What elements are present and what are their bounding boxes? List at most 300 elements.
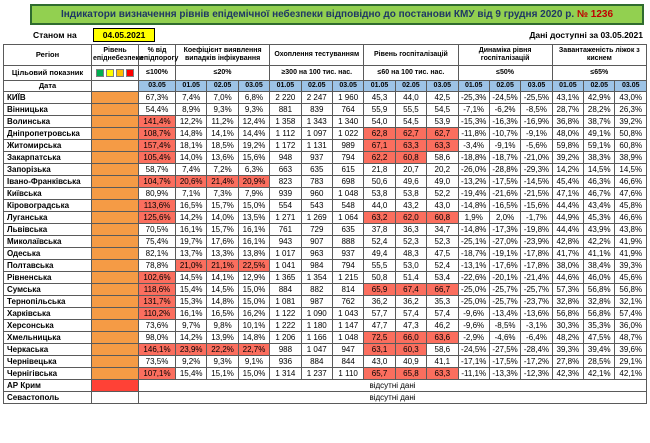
level-cell: [92, 320, 139, 332]
table-row: [4, 320, 647, 332]
value-cell: 62,8: [364, 128, 395, 140]
value-cell: 989: [332, 140, 363, 152]
level-cell: [92, 332, 139, 344]
value-cell: 7,9%: [238, 188, 269, 200]
value-cell: -9,1%: [489, 140, 520, 152]
value-cell: 22,2%: [207, 344, 238, 356]
value-cell: -27,0%: [489, 236, 520, 248]
value-cell: -17,8%: [521, 248, 552, 260]
value-cell: 48,2%: [552, 332, 583, 344]
value-cell: 52,3: [395, 236, 426, 248]
value-cell: 16,1%: [238, 224, 269, 236]
value-cell: -25,7%: [489, 284, 520, 296]
value-cell: -25,7%: [489, 296, 520, 308]
value-cell: 35,3: [427, 296, 458, 308]
table-row: [4, 128, 647, 140]
value-cell: 47,5%: [584, 332, 615, 344]
value-cell: 16,5%: [176, 200, 207, 212]
value-cell: 15,4%: [176, 284, 207, 296]
value-cell: 1 271: [270, 212, 301, 224]
date-cell: 02.05: [584, 81, 615, 92]
value-cell: -11,1%: [458, 368, 489, 380]
table-row: [4, 236, 647, 248]
level-cell: [92, 164, 139, 176]
value-cell: 698: [332, 176, 363, 188]
value-cell: 58,7%: [139, 164, 176, 176]
value-cell: -25,7%: [521, 284, 552, 296]
value-cell: 939: [270, 188, 301, 200]
target-value-2: ≥300 на 100 тис. нас.: [270, 66, 364, 81]
level-cell: [92, 212, 139, 224]
value-cell: -21,6%: [489, 188, 520, 200]
value-cell: 1 215: [332, 272, 363, 284]
value-cell: 57,4: [395, 308, 426, 320]
level-cell: [92, 92, 139, 104]
value-cell: 1 340: [332, 116, 363, 128]
value-cell: 9,3%: [207, 356, 238, 368]
value-cell: 1 358: [270, 116, 301, 128]
value-cell: 11,2%: [207, 116, 238, 128]
value-cell: 15,0%: [238, 200, 269, 212]
value-cell: 107,1%: [139, 368, 176, 380]
header-row-dates: [4, 81, 647, 92]
region-cell: Херсонська: [4, 320, 92, 332]
value-cell: 1 041: [270, 260, 301, 272]
group-header-1: Коефіцієнт виявлення випадків інфікування: [176, 45, 270, 66]
value-cell: 65,7: [364, 368, 395, 380]
value-cell: 7,3%: [207, 188, 238, 200]
value-cell: 80,9%: [139, 188, 176, 200]
value-cell: 46,7%: [584, 188, 615, 200]
table-row: [4, 380, 647, 392]
table-row: [4, 260, 647, 272]
value-cell: 13,3%: [207, 248, 238, 260]
value-cell: 10,1%: [238, 320, 269, 332]
table-row: [4, 224, 647, 236]
region-cell: Харківська: [4, 308, 92, 320]
value-cell: 46,3%: [584, 176, 615, 188]
region-cell: Кіровоградська: [4, 200, 92, 212]
value-cell: 1 090: [301, 308, 332, 320]
value-cell: 52,2: [427, 188, 458, 200]
value-cell: -17,5%: [489, 176, 520, 188]
value-cell: 102,6%: [139, 272, 176, 284]
legend-swatch-orange: [116, 69, 124, 77]
value-cell: 32,1%: [615, 296, 647, 308]
value-cell: 635: [301, 164, 332, 176]
region-cell: Рівненська: [4, 272, 92, 284]
value-cell: 7,0%: [207, 92, 238, 104]
title-bar: [30, 4, 644, 25]
value-cell: 13,8%: [238, 248, 269, 260]
value-cell: -21,4%: [521, 272, 552, 284]
value-cell: 43,0%: [615, 92, 647, 104]
value-cell: -20,1%: [489, 272, 520, 284]
value-cell: 41,9%: [615, 236, 647, 248]
value-cell: 9,3%: [207, 104, 238, 116]
value-cell: 13,7%: [176, 248, 207, 260]
value-cell: 888: [332, 236, 363, 248]
value-cell: 9,1%: [238, 356, 269, 368]
value-cell: -17,6%: [489, 260, 520, 272]
value-cell: 948: [270, 152, 301, 164]
value-cell: 34,7: [427, 224, 458, 236]
value-cell: 1 048: [332, 188, 363, 200]
value-cell: 762: [332, 296, 363, 308]
value-cell: 844: [332, 356, 363, 368]
value-cell: 42,3%: [552, 368, 583, 380]
value-cell: -19,4%: [458, 188, 489, 200]
value-cell: 52,4: [364, 236, 395, 248]
value-cell: 1 354: [301, 272, 332, 284]
level-cell: [92, 200, 139, 212]
value-cell: 15,6%: [238, 152, 269, 164]
value-cell: -29,3%: [521, 164, 552, 176]
value-cell: 39,2%: [615, 116, 647, 128]
region-cell: Хмельницька: [4, 332, 92, 344]
level-cell: [92, 236, 139, 248]
value-cell: 18,5%: [207, 140, 238, 152]
value-cell: 53,8: [364, 188, 395, 200]
value-cell: -13,2%: [458, 176, 489, 188]
value-cell: 987: [301, 296, 332, 308]
value-cell: 16,1%: [176, 308, 207, 320]
value-cell: 30,3%: [552, 320, 583, 332]
date-cell: 01.05: [458, 81, 489, 92]
value-cell: 20,2: [427, 164, 458, 176]
value-cell: 78,8%: [139, 260, 176, 272]
region-cell: Івано-Франківська: [4, 176, 92, 188]
value-cell: 73,5%: [139, 356, 176, 368]
value-cell: 7,1%: [176, 188, 207, 200]
value-cell: 1 064: [332, 212, 363, 224]
value-cell: 1 110: [332, 368, 363, 380]
level-cell: [92, 248, 139, 260]
value-cell: 15,0%: [238, 284, 269, 296]
value-cell: 36,2: [364, 296, 395, 308]
value-cell: 15,0%: [238, 368, 269, 380]
value-cell: 729: [301, 224, 332, 236]
value-cell: 39,6%: [615, 344, 647, 356]
value-cell: 55,9: [364, 104, 395, 116]
value-cell: 12,9%: [238, 272, 269, 284]
value-cell: 8,9%: [176, 104, 207, 116]
value-cell: 47,6%: [615, 188, 647, 200]
table-row: [4, 176, 647, 188]
value-cell: -28,4%: [521, 344, 552, 356]
level-cell: [92, 380, 139, 392]
level-cell: [92, 116, 139, 128]
indicators-table: [3, 44, 647, 404]
target-value-3: ≤60 на 100 тис. нас.: [364, 66, 458, 81]
value-cell: 1 172: [270, 140, 301, 152]
value-cell: 62,0: [395, 212, 426, 224]
value-cell: 141,4%: [139, 116, 176, 128]
value-cell: 60,8: [395, 152, 426, 164]
value-cell: -17,3%: [489, 224, 520, 236]
value-cell: 47,1%: [552, 188, 583, 200]
value-cell: 65,9: [364, 284, 395, 296]
value-cell: -25,0%: [458, 296, 489, 308]
value-cell: 28,5%: [584, 356, 615, 368]
value-cell: 56,8%: [615, 284, 647, 296]
region-cell: Вінницька: [4, 104, 92, 116]
value-cell: 937: [332, 248, 363, 260]
value-cell: 14,8%: [238, 332, 269, 344]
value-cell: 42,8%: [552, 236, 583, 248]
region-cell: Волинська: [4, 116, 92, 128]
value-cell: 48,3: [395, 248, 426, 260]
value-cell: 82,1%: [139, 248, 176, 260]
data-available-label: Дані доступні за 03.05.2021: [529, 30, 643, 40]
value-cell: 1 122: [270, 308, 301, 320]
value-cell: 823: [270, 176, 301, 188]
level-cell: [92, 308, 139, 320]
value-cell: -13,3%: [489, 368, 520, 380]
date-cell: 01.05: [270, 81, 301, 92]
table-row: [4, 308, 647, 320]
value-cell: 36,8%: [552, 116, 583, 128]
level-cell: [92, 284, 139, 296]
value-cell: 15,0%: [238, 296, 269, 308]
value-cell: 66,0: [395, 332, 426, 344]
value-cell: 113,6%: [139, 200, 176, 212]
value-cell: 14,2%: [552, 164, 583, 176]
value-cell: 543: [301, 200, 332, 212]
value-cell: 794: [332, 152, 363, 164]
value-cell: 937: [301, 152, 332, 164]
table-row: [4, 92, 647, 104]
value-cell: 1 960: [332, 92, 363, 104]
value-cell: 55,5: [395, 104, 426, 116]
value-cell: 23,9%: [176, 344, 207, 356]
value-cell: -4,6%: [489, 332, 520, 344]
value-cell: 44,6%: [552, 272, 583, 284]
value-cell: 907: [301, 236, 332, 248]
value-cell: 67,1: [364, 140, 395, 152]
group-header-4: Динаміка рівня госпіталізацій: [458, 45, 552, 66]
value-cell: 1 112: [270, 128, 301, 140]
value-cell: -24,5%: [458, 344, 489, 356]
date-cell: 03.05: [139, 81, 176, 92]
value-cell: 783: [301, 176, 332, 188]
value-cell: 28,7%: [552, 104, 583, 116]
value-cell: 60,8%: [615, 140, 647, 152]
value-cell: 53,0: [395, 260, 426, 272]
value-cell: 12,4%: [238, 116, 269, 128]
value-cell: 1 017: [270, 248, 301, 260]
value-cell: 70,5%: [139, 224, 176, 236]
value-cell: 1 048: [332, 332, 363, 344]
table-row: [4, 152, 647, 164]
level-header: Рівень епіднебезпеки: [92, 45, 139, 66]
value-cell: 839: [301, 104, 332, 116]
value-cell: 46,2: [427, 320, 458, 332]
value-cell: 104,7%: [139, 176, 176, 188]
value-cell: 1 222: [270, 320, 301, 332]
value-cell: 27,8%: [552, 356, 583, 368]
table-row: [4, 140, 647, 152]
no-data-cell: відсутні дані: [139, 392, 647, 404]
value-cell: 54,5: [395, 116, 426, 128]
legend-swatch-yellow: [106, 69, 114, 77]
date-cell: 01.05: [364, 81, 395, 92]
value-cell: 1 166: [301, 332, 332, 344]
value-cell: 39,2%: [552, 152, 583, 164]
target-row-label: Цільовий показник: [4, 66, 92, 81]
value-cell: 48,7%: [615, 332, 647, 344]
value-cell: 814: [332, 284, 363, 296]
region-cell: Севастополь: [4, 392, 92, 404]
value-cell: 62,2: [364, 152, 395, 164]
status-row: [33, 28, 643, 42]
value-cell: 7,4%: [176, 164, 207, 176]
as-of-label: Станом на: [33, 30, 77, 40]
value-cell: 125,6%: [139, 212, 176, 224]
table-row: [4, 356, 647, 368]
table-row: [4, 200, 647, 212]
value-cell: 57,3%: [552, 284, 583, 296]
value-cell: 1 343: [301, 116, 332, 128]
value-cell: 45,3: [364, 92, 395, 104]
value-cell: 41,7%: [552, 248, 583, 260]
table-row: [4, 392, 647, 404]
value-cell: 37,8: [364, 224, 395, 236]
value-cell: 54,4%: [139, 104, 176, 116]
header-row-targets: [4, 66, 647, 81]
value-cell: 48,0%: [552, 128, 583, 140]
value-cell: -18,7%: [458, 248, 489, 260]
title-number: № 1236: [576, 9, 614, 20]
value-cell: 67,3%: [139, 92, 176, 104]
region-cell: Київська: [4, 188, 92, 200]
value-cell: 884: [270, 284, 301, 296]
value-cell: 44,4%: [552, 224, 583, 236]
level-cell: [92, 392, 139, 404]
value-cell: -27,5%: [489, 344, 520, 356]
level-cell: [92, 104, 139, 116]
value-cell: 1 237: [301, 368, 332, 380]
value-cell: 9,7%: [176, 320, 207, 332]
value-cell: -19,8%: [521, 224, 552, 236]
value-cell: -8,5%: [521, 104, 552, 116]
value-cell: 764: [332, 104, 363, 116]
value-cell: 548: [332, 200, 363, 212]
value-cell: 53,8: [395, 188, 426, 200]
value-cell: -5,6%: [521, 140, 552, 152]
value-cell: 12,2%: [176, 116, 207, 128]
value-cell: 960: [301, 188, 332, 200]
value-cell: 110,2%: [139, 308, 176, 320]
value-cell: -26,0%: [458, 164, 489, 176]
value-cell: 1,9%: [458, 212, 489, 224]
value-cell: 9,3%: [238, 104, 269, 116]
value-cell: -17,5%: [489, 356, 520, 368]
value-cell: 884: [301, 356, 332, 368]
value-cell: 50,8: [364, 272, 395, 284]
value-cell: 43,4%: [584, 200, 615, 212]
value-cell: 7,4%: [176, 92, 207, 104]
value-cell: 15,1%: [207, 368, 238, 380]
value-cell: 2 220: [270, 92, 301, 104]
value-cell: 45,8%: [615, 200, 647, 212]
value-cell: 118,6%: [139, 284, 176, 296]
value-cell: 20,9%: [238, 176, 269, 188]
value-cell: 28,2%: [584, 104, 615, 116]
value-cell: 38,0%: [552, 260, 583, 272]
region-cell: Луганська: [4, 212, 92, 224]
region-cell: Дніпропетровська: [4, 128, 92, 140]
value-cell: -2,9%: [458, 332, 489, 344]
legend-swatch-green: [96, 69, 104, 77]
level-cell: [92, 356, 139, 368]
value-cell: 1 131: [301, 140, 332, 152]
value-cell: 36,2: [395, 296, 426, 308]
table-row: [4, 248, 647, 260]
legend-swatch-red: [126, 69, 134, 77]
value-cell: -25,0%: [458, 284, 489, 296]
date-cell: 01.05: [176, 81, 207, 92]
value-cell: 963: [301, 248, 332, 260]
level-cell: [92, 128, 139, 140]
value-cell: 63,3: [395, 140, 426, 152]
value-cell: 146,1%: [139, 344, 176, 356]
value-cell: 66,7: [427, 284, 458, 296]
value-cell: 14,2%: [176, 332, 207, 344]
value-cell: 56,8%: [584, 308, 615, 320]
value-cell: 41,9%: [615, 248, 647, 260]
level-date-empty: [92, 81, 139, 92]
value-cell: -17,2%: [521, 356, 552, 368]
value-cell: 50,8%: [615, 128, 647, 140]
value-cell: 32,8%: [584, 296, 615, 308]
value-cell: -23,9%: [521, 236, 552, 248]
value-cell: 14,5%: [615, 164, 647, 176]
value-cell: 58,6: [427, 344, 458, 356]
value-cell: -8,5%: [489, 320, 520, 332]
value-cell: 16,1%: [238, 236, 269, 248]
value-cell: 1 269: [301, 212, 332, 224]
value-cell: 49,1%: [584, 128, 615, 140]
value-cell: 1 043: [332, 308, 363, 320]
value-cell: 44,4%: [552, 200, 583, 212]
value-cell: 53,9: [427, 116, 458, 128]
value-cell: 17,6%: [207, 236, 238, 248]
value-cell: -13,4%: [489, 308, 520, 320]
value-cell: 615: [332, 164, 363, 176]
value-cell: -18,7%: [489, 152, 520, 164]
value-cell: -25,3%: [458, 92, 489, 104]
table-row: [4, 296, 647, 308]
value-cell: 108,7%: [139, 128, 176, 140]
value-cell: 14,1%: [207, 128, 238, 140]
value-cell: -16,9%: [521, 116, 552, 128]
value-cell: 105,4%: [139, 152, 176, 164]
value-cell: -14,5%: [521, 176, 552, 188]
value-cell: 41,1%: [584, 248, 615, 260]
value-cell: 49,6: [395, 176, 426, 188]
region-cell: Чернігівська: [4, 368, 92, 380]
value-cell: 38,9%: [615, 152, 647, 164]
value-cell: 14,8%: [176, 128, 207, 140]
value-cell: 75,4%: [139, 236, 176, 248]
value-cell: 35,3%: [584, 320, 615, 332]
value-cell: 39,3%: [615, 260, 647, 272]
value-cell: 13,6%: [207, 152, 238, 164]
value-cell: 14,2%: [176, 212, 207, 224]
value-cell: 43,2: [395, 200, 426, 212]
group-header-3: Рівень госпіталізацій: [364, 45, 458, 66]
